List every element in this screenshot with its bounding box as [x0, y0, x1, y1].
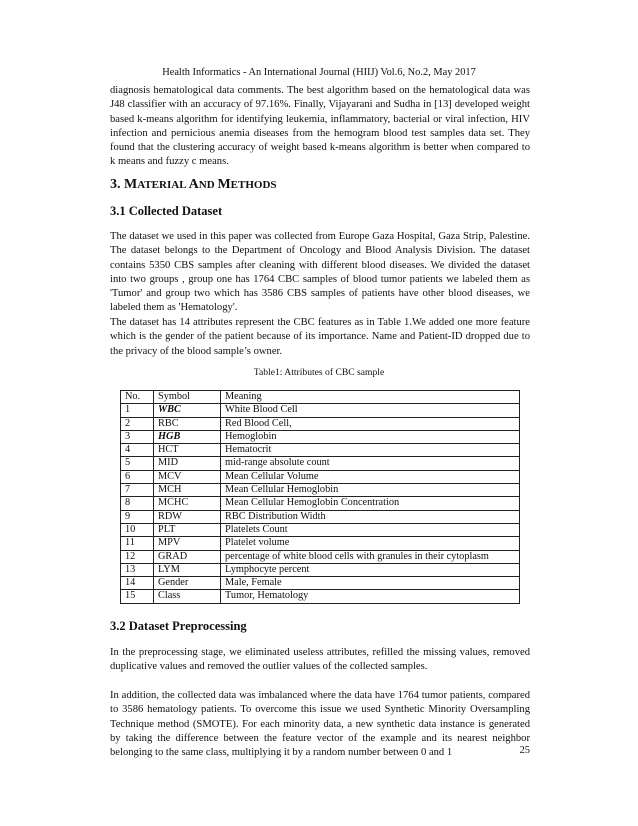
section-title-part: ATERIAL — [137, 179, 189, 191]
table-row — [121, 430, 520, 443]
cell-symbol: RBC — [154, 417, 221, 430]
cell-no: 2 — [121, 417, 154, 430]
cell-symbol: MID — [154, 457, 221, 470]
table-row — [121, 497, 520, 510]
cell-meaning: Mean Cellular Hemoglobin — [221, 484, 520, 497]
running-head: Health Informatics - An International Journal (HIIJ) Vol.6, No.2, May 2017 — [162, 67, 476, 78]
cell-no: 10 — [121, 523, 154, 536]
header-cell-no: No. — [121, 391, 154, 404]
cell-no: 11 — [121, 537, 154, 550]
cell-meaning: Mean Cellular Hemoglobin Concentration — [221, 497, 520, 510]
cell-no: 6 — [121, 470, 154, 483]
header-cell-meaning: Meaning — [221, 391, 520, 404]
section-title-part: ND — [198, 179, 218, 191]
cell-symbol: PLT — [154, 523, 221, 536]
cell-symbol: MCV — [154, 470, 221, 483]
cell-meaning: Mean Cellular Volume — [221, 470, 520, 483]
cell-no: 13 — [121, 563, 154, 576]
header-cell-symbol: Symbol — [154, 391, 221, 404]
cell-no: 1 — [121, 404, 154, 417]
cell-symbol: RDW — [154, 510, 221, 523]
table-row — [121, 417, 520, 430]
cell-meaning: Male, Female — [221, 577, 520, 590]
subsection-heading-preprocessing: 3.2 Dataset Preprocessing — [110, 619, 247, 633]
section-heading — [110, 177, 277, 193]
cell-no: 8 — [121, 497, 154, 510]
cell-meaning: Hematocrit — [221, 444, 520, 457]
table-header-row — [121, 391, 520, 404]
table-caption: Table1: Attributes of CBC sample — [253, 367, 385, 378]
subsection-heading-collected-dataset: 3.1 Collected Dataset — [110, 204, 223, 218]
table-row — [121, 550, 520, 563]
cell-symbol: HCT — [154, 444, 221, 457]
cell-symbol: GRAD — [154, 550, 221, 563]
cell-symbol: Gender — [154, 577, 221, 590]
dataset-paragraph-1: The dataset we used in this paper was collected from Europe Gaza Hospital, Gaza Strip, Palestine. The dataset belongs to the Department of Oncology and Blood Analysis Division. The dataset contains 5350 CBS samples after cleaning with different blood diseases. We divided the dataset into two groups , group one has 1764 CBC samples of blood tumor patients we labeled them as 'Tumor' and group two which has 3586 CBS samples of patients have other blood diseases, we labeled them as 'Hematology'. — [110, 231, 530, 314]
dataset-paragraph-2: The dataset has 14 attributes represent the CBC features as in Table 1.We added one more feature which is the gender of the patient because of its importance. Name and Patient-ID dropped due to the privacy of the blood sample’s owner. — [110, 317, 530, 357]
attributes-table — [120, 390, 520, 604]
cell-meaning: Platelets Count — [221, 523, 520, 536]
cell-symbol: Class — [154, 590, 221, 603]
cell-no: 3 — [121, 430, 154, 443]
cell-symbol: HGB — [154, 430, 221, 443]
cell-meaning: percentage of white blood cells with granules in their cytoplasm — [221, 550, 520, 563]
table-row — [121, 457, 520, 470]
table-row — [121, 484, 520, 497]
section-number: 3. — [110, 177, 124, 192]
table-row — [121, 404, 520, 417]
preprocessing-paragraph-2: In addition, the collected data was imbalanced where the data have 1764 tumor patients, compared to 3586 hematology patients. To overcome this issue we used Synthetic Minority Oversampling Technique method (SMOTE). For each minority data, a new synthetic data instance is generated by taking the difference between the feature vector of the example and its nearest neighbor belonging to the same class, multiplying it by a random number between 0 and 1 — [110, 690, 530, 759]
section-title-part: M — [217, 177, 231, 192]
cell-meaning: Tumor, Hematology — [221, 590, 520, 603]
cell-symbol: MPV — [154, 537, 221, 550]
preprocessing-paragraph-1: In the preprocessing stage, we eliminated useless attributes, refilled the missing values, removed duplicative values and removed the outlier values of the collected samples. — [110, 647, 530, 673]
table-row — [121, 510, 520, 523]
cell-no: 5 — [121, 457, 154, 470]
cell-symbol: MCHC — [154, 497, 221, 510]
cell-meaning: Lymphocyte percent — [221, 563, 520, 576]
cell-symbol: WBC — [154, 404, 221, 417]
intro-paragraph: diagnosis hematological data comments. The best algorithm based on the hematological data was J48 classifier with an accuracy of 97.16%. Finally, Vijayarani and Sudha in [13] developed weight based k-means algorithm for identifying leukemia, inflammatory, bacterial or viral infection, HIV infection and pernicious anemia diseases from the hemogram blood test samples data set. They found that the clustering accuracy of weight based k-means algorithm is better when compared to k means and fuzzy c means. — [110, 85, 530, 168]
cell-no: 15 — [121, 590, 154, 603]
table-row — [121, 470, 520, 483]
cell-meaning: Red Blood Cell, — [221, 417, 520, 430]
cell-meaning: RBC Distribution Width — [221, 510, 520, 523]
cell-meaning: White Blood Cell — [221, 404, 520, 417]
cell-no: 12 — [121, 550, 154, 563]
cell-no: 7 — [121, 484, 154, 497]
table-row — [121, 563, 520, 576]
page-number: 25 — [519, 745, 530, 756]
cell-meaning: Platelet volume — [221, 537, 520, 550]
cell-no: 14 — [121, 577, 154, 590]
section-title-part: ETHODS — [230, 179, 277, 191]
section-title-part: A — [188, 177, 199, 192]
table-row — [121, 444, 520, 457]
table-row — [121, 523, 520, 536]
table-row — [121, 590, 520, 603]
table-row — [121, 577, 520, 590]
cell-no: 4 — [121, 444, 154, 457]
table-row — [121, 537, 520, 550]
cell-symbol: MCH — [154, 484, 221, 497]
cell-no: 9 — [121, 510, 154, 523]
cell-symbol: LYM — [154, 563, 221, 576]
cell-meaning: Hemoglobin — [221, 430, 520, 443]
cell-meaning: mid-range absolute count — [221, 457, 520, 470]
section-title-part: M — [124, 177, 138, 192]
